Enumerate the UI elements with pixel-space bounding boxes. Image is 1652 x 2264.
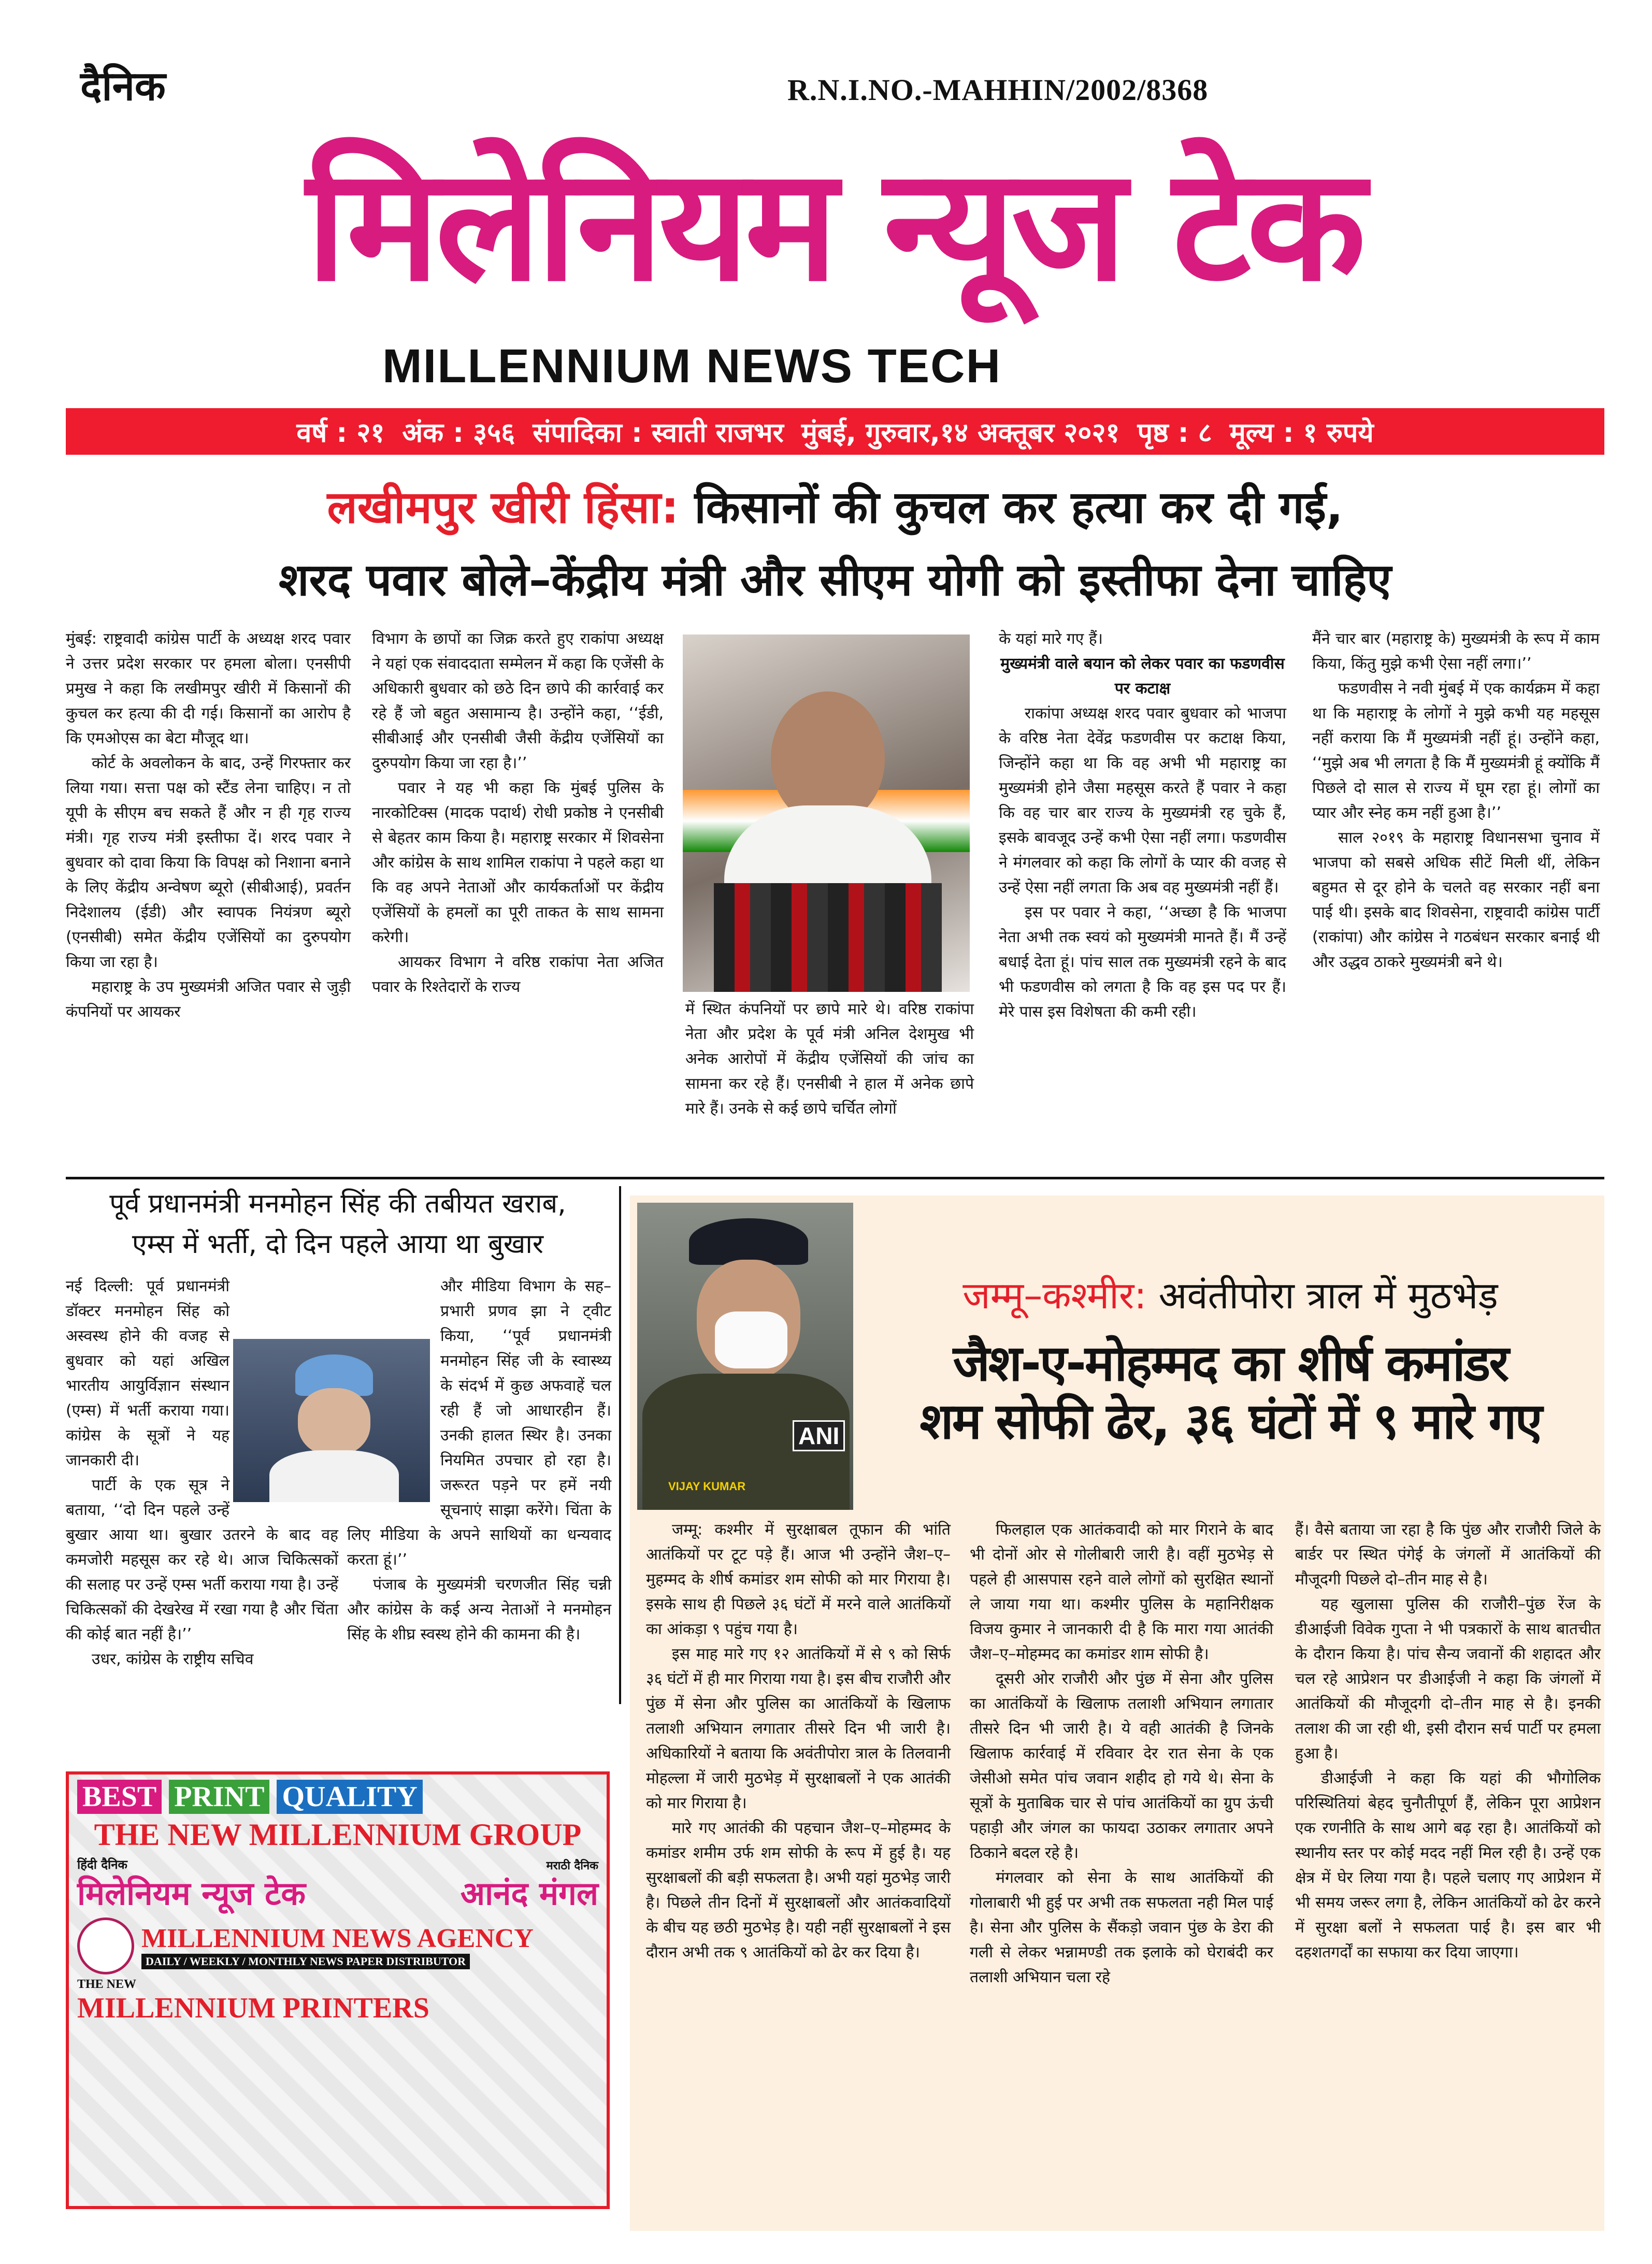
paragraph: विभाग के छापों का जिक्र करते हुए राकांपा अध्यक्ष ने यहां एक संवाददाता सम्मेलन में कहा कि एजेंसी के अधिकारी बुधवार को छठे दिन छापे की कार्रवाई कर रहे हैं जो बहुत असामान्य है। उन्होंने कहा, ‘‘ईडी, सीबीआई और एनसीबी जैसी केंद्रीय एजेंसियों का दुरुपयोग किया जा रहा है।’’ bbox=[372, 630, 664, 772]
ad-print: PRINT bbox=[169, 1780, 269, 1814]
masthead-title: मिलेनियम न्यूज टेक bbox=[306, 135, 1362, 315]
paragraph: साल २०१९ के महाराष्ट्र विधानसभा चुनाव में भाजपा को सबसे अधिक सीटें मिली थीं, लेकिन बहुमत से दूर होने के चलते वह सरकार नहीं बना पाई थी। इसके बाद शिवसेना, राष्ट्रवादी कांग्रेस पार्टी (राकांपा) और कांग्रेस ने गठबंधन सरकार बनाई थी और उद्धव ठाकरे मुख्यमंत्री बने थे। bbox=[1312, 829, 1600, 971]
lead-column-3 bbox=[685, 997, 974, 1121]
clothes bbox=[269, 1450, 399, 1502]
ad-printers: MILLENNIUM PRINTERS bbox=[77, 1992, 429, 2024]
issue-date: मुंबई, गुरुवार,१४ अक्तूबर २०२१ bbox=[801, 417, 1120, 449]
paragraph: हैं। वैसे बताया जा रहा है कि पुंछ और राजौरी जिले के बार्डर पर स्थित पंगेई के जंगलों में आतंकियों की मौजूदगी पिछले दो–तीन माह से है। bbox=[1295, 1521, 1601, 1589]
microphones bbox=[714, 883, 942, 992]
paragraph: कोर्ट के अवलोकन के बाद, उन्हें गिरफ्तार कर लिया गया। सत्ता पक्ष को स्टैंड लेना चाहिए। न तो यूपी के सीएम बच सकते हैं और न ही गृह राज्य मंत्री। गृह राज्य मंत्री इस्तीफा दें। शरद पवार ने बुधवार को दावा किया कि विपक्ष को निशाना बनाने के लिए केंद्रीय अन्वेषण ब्यूरो (सीबीआई), प्रवर्तन निदेशालय (ईडी) और स्वापक नियंत्रण ब्यूरो (एनसीबी) समेत केंद्रीय एजेंसियों का दुरुपयोग किया जा रहा है। bbox=[66, 754, 351, 971]
ad-best: BEST bbox=[77, 1780, 162, 1814]
paragraph: उधर, कांग्रेस के राष्ट्रीय सचिव bbox=[92, 1650, 254, 1668]
section-divider bbox=[66, 1177, 1604, 1179]
kashmir-column-2 bbox=[970, 1518, 1273, 1990]
ani-microphone: ANI bbox=[793, 1420, 845, 1451]
kicker-red: जम्मू–कश्मीर: bbox=[963, 1273, 1147, 1317]
subheading: मुख्यमंत्री वाले बयान को लेकर पवार का फडणवीस पर कटाक्ष bbox=[1000, 655, 1285, 698]
paragraph: और मीडिया विभाग के सह–प्रभारी प्रणव झा ने ट्वीट किया, ‘‘पूर्व प्रधानमंत्री मनमोहन सिंह जी के स्वास्थ्य के संदर्भ में कुछ अफवाहें चल रही हैं जो आधारहीन हैं। उनकी हालत स्थिर है। उनका नियमित उपचार हो रहा है। जरूरत पड़ने पर हमें नयी सूचनाएं साझा करेंगे। चिंता के लिए मीडिया के अपने साथियों का धन्यवाद करता हूं।’’ bbox=[347, 1277, 611, 1569]
face-mask bbox=[715, 1311, 787, 1368]
paragraph: यह खुलासा पुलिस की राजौरी–पुंछ रेंज के डीआईजी विवेक गुप्ता ने भी पत्रकारों के साथ बातचीत के दौरान किया है। पांच सैन्य जवानों की शहादत और चल रहे आप्रेशन पर डीआईजी ने कहा कि जंगलों में आतंकियों की मौजूदगी दो–तीन माह से है। इनकी तलाश की जा रही थी, इसी दौरान सर्च पार्टी पर हमला हुआ है। bbox=[1295, 1595, 1601, 1763]
millennium-group-advertisement bbox=[66, 1771, 610, 2209]
paragraph: इस माह मारे गए १२ आतंकियों में से ९ को सिर्फ ३६ घंटों में ही मार गिराया गया है। इस बीच राजौरी और पुंछ में सेना और पुलिस का आतंकियों के खिलाफ तलाशी अभियान लगातार तीसरे दिन भी जारी है।अधिकारियों ने बताया कि अवंतीपोरा त्राल के तिलवानी मोहल्ला में जारी मुठभेड़ में सुरक्षाबलों ने एक आतंकी को मार गिराया है। bbox=[646, 1645, 951, 1812]
paragraph: मारे गए आतंकी की पहचान जैश–ए–मोहम्मद के कमांडर शमीम उर्फ शम सोफी के रूप में हुई है। यह सुरक्षाबलों की बड़ी सफलता है। अभी यहां मुठभेड़ जारी है। पिछले तीन दिनों में सुरक्षाबलों और आतंकवादियों के बीच यह छठी मुठभेड़ है। यही नहीं सुरक्षाबलों ने इस दौरान अभी तक ९ आतंकियों को ढेर कर दिया है। bbox=[646, 1819, 951, 1962]
masthead-english-title: MILLENNIUM NEWS TECH bbox=[382, 340, 1002, 393]
ad-hindi-paper: मिलेनियम न्यूज टेक bbox=[77, 1874, 306, 1912]
ad-marathi-label: मराठी दैनिक bbox=[546, 1859, 598, 1872]
vijay-kumar-photo bbox=[637, 1203, 853, 1510]
manmohan-singh-photo bbox=[233, 1339, 430, 1502]
paragraph: के यहां मारे गए हैं। bbox=[999, 630, 1103, 648]
kashmir-column-3 bbox=[1295, 1518, 1601, 1965]
paragraph: पार्टी के एक सूत्र ने बताया, ‘‘दो दिन पहले उन्हें बुखार आया था। बुखार उतरने के बाद वह कमजोरी महसूस कर रहे थे। आज चिकित्सकों की सलाह पर उन्हें एम्स भर्ती कराया गया है। उन्हें चिकित्सकों की देखरेख में रखा गया है और चिंता की कोई बात नहीं है।’’ bbox=[66, 1476, 338, 1643]
ad-agency-subtitle: DAILY / WEEKLY / MONTHLY NEWS PAPER DISTRIBUTOR bbox=[141, 1954, 470, 1969]
lead-column-4 bbox=[999, 627, 1286, 1025]
ad-agency-row bbox=[77, 1917, 598, 1974]
lead-headline-line2: शरद पवार बोले–केंद्रीय मंत्री और सीएम योगी को इस्तीफा देना चाहिए bbox=[279, 554, 1391, 606]
editor: संपादिका : स्वाती राजभर bbox=[533, 417, 784, 449]
ad-agency: MILLENNIUM NEWS AGENCY bbox=[141, 1923, 534, 1953]
kashmir-headline-line1: जैश-ए-मोहम्मद का शीर्ष कमांडर bbox=[953, 1334, 1508, 1392]
paragraph: दूसरी ओर राजौरी और पुंछ में सेना और पुलिस का आतंकियों के खिलाफ तलाशी अभियान लगातार तीसरे दिन भी जारी है। ये वही आतंकी है जिनके खिलाफ कार्रवाई में रविवार देर रात सेना के एक जेसीओ समेत पांच जवान शहीद हो गये थे। सेना के सूत्रों के मुताबिक चार से पांच आतंकियों का ग्रुप ऊंची पहाड़ी और जंगल का फायदा उठाकर लगातार अपने ठिकाने बदल रहे है। bbox=[970, 1670, 1273, 1862]
name-tag: VIJAY KUMAR bbox=[668, 1480, 746, 1493]
paragraph: नई दिल्ली: पूर्व प्रधानमंत्री डॉक्टर मनमोहन सिंह को अस्वस्थ होने की वजह से बुधवार को यहां अखिल भारतीय आयुर्विज्ञान संस्थान (एम्स) में भर्ती कराया गया। कांग्रेस के सूत्रों ने यह जानकारी दी। bbox=[66, 1277, 229, 1469]
paragraph: इस पर पवार ने कहा, ‘‘अच्छा है कि भाजपा नेता अभी तक स्वयं को मुख्यमंत्री मानते हैं। मैं उन्हें बधाई देता हूं। पांच साल तक मुख्यमंत्री रहने के बाद भी फडणवीस को लगता है कि वह इस पद पर हैं। मेरे पास इस विशेषता की कमी रही। bbox=[999, 903, 1286, 1021]
paragraph: आयकर विभाग ने वरिष्ठ राकांपा नेता अजित पवार के रिश्तेदारों के राज्य bbox=[372, 953, 664, 996]
rni-number: R.N.I.NO.-MAHHIN/2002/8368 bbox=[787, 73, 1209, 107]
paragraph: राकांपा अध्यक्ष शरद पवार बुधवार को भाजपा के वरिष्ठ नेता देवेंद्र फडणवीस पर कटाक्ष किया, जिन्होंने कहा था कि वह अभी भी महाराष्ट्र का मुख्यमंत्री होने जैसा महसूस करते हैं पवार ने कहा कि वह चार बार राज्य के मुख्यमंत्री रह चुके हैं, इसके बावजूद उन्हें कभी ऐसा नहीं लगा। फडणवीस ने मंगलवार को कहा कि लोगों के प्यार की वजह से उन्हें ऐसा नहीं लगता कि अब वह मुख्यमंत्री नहीं हैं। bbox=[999, 704, 1286, 897]
paragraph: मुंबई: राष्ट्रवादी कांग्रेस पार्टी के अध्यक्ष शरद पवार ने उत्तर प्रदेश सरकार पर हमला बोला। एनसीपी प्रमुख ने कहा कि लखीमपुर खीरी में किसानों की कुचल कर हत्या की दी गई। किसानों का आरोप है कि एमओएस का बेटा मौजूद था। bbox=[66, 630, 351, 747]
ad-tagline-row bbox=[77, 1780, 598, 1814]
face bbox=[298, 1388, 370, 1455]
paragraph: फडणवीस ने नवी मुंबई में एक कार्यक्रम में कहा था कि महाराष्ट्र के लोगों ने मुझे कभी यह महसूस नहीं कराया कि मैं मुख्यमंत्री नहीं हूं। उन्होंने कहा, ‘‘मुझे अब भी लगता है कि मैं मुख्यमंत्री हूं क्योंकि मैं पिछले दो साल से राज्य में घूम रहा हूं। लोगों का प्यार और स्नेह कम नहीं हुआ है।’’ bbox=[1312, 680, 1600, 822]
headline-line: एम्स में भर्ती, दो दिन पहले आया था बुखार bbox=[132, 1229, 544, 1260]
ad-printers-block bbox=[77, 1978, 598, 2025]
kashmir-column-1 bbox=[646, 1518, 951, 1965]
masthead-prefix: दैनिक bbox=[80, 63, 166, 110]
paragraph: फिलहाल एक आतंकवादी को मार गिराने के बाद भी दोनों ओर से गोलीबारी जारी है। वहीं मुठभेड़ से पहले ही आसपास रहने वाले लोगों को सुरक्षित स्थानों ले जाया गया था। कश्मीर पुलिस के महानिरीक्षक विजय कुमार ने जानकारी दी है कि मारा गया आतंकी जैश–ए–मोहम्मद का कमांडर शाम सोफी है। bbox=[970, 1521, 1273, 1663]
issue-number: अंक : ३५६ bbox=[402, 417, 515, 449]
paragraph: पंजाब के मुख्यमंत्री चरणजीत सिंह चन्नी और कांग्रेस के कई अन्य नेताओं ने मनमोहन सिंह के शीघ्र स्वस्थ होने की कामना की है। bbox=[347, 1576, 611, 1643]
kashmir-headline-line2: शम सोफी ढेर, ३६ घंटों में ९ मारे गए bbox=[920, 1392, 1541, 1450]
kashmir-headline-block bbox=[860, 1207, 1601, 1510]
paragraph: महाराष्ट्र के उप मुख्यमंत्री अजित पवार से जुड़ी कंपनियों पर आयकर bbox=[66, 978, 351, 1021]
lead-headline-block bbox=[66, 464, 1604, 624]
ad-hindi-block bbox=[77, 1856, 306, 1914]
issue-info-bar bbox=[66, 408, 1604, 455]
lead-headline-text: किसानों की कुचल कर हत्या कर दी गई, bbox=[679, 482, 1343, 533]
ad-papers-row bbox=[77, 1856, 598, 1914]
ad-printers-prefix: THE NEW bbox=[77, 1978, 137, 1991]
ad-marathi-paper: आनंद मंगल bbox=[460, 1874, 598, 1912]
lead-column-5 bbox=[1312, 627, 1600, 975]
column-divider bbox=[619, 1186, 621, 1704]
kicker-text: अवंतीपोरा त्राल में मुठभेड़ bbox=[1146, 1273, 1498, 1317]
lead-headline-kicker: लखीमपुर खीरी हिंसा: bbox=[327, 482, 679, 533]
paragraph: डीआईजी ने कहा कि यहां की भौगोलिक परिस्थितियां बेहद चुनौतीपूर्ण हैं, लेकिन पूरा आप्रेशन एक रणनीति के साथ आगे बढ़ रहा है। आतंकियों को स्थानीय स्तर पर कोई मदद नहीं मिल रही है। उन्हें एक क्षेत्र में घेर लिया गया है। पहले चलाए गए आप्रेशन में भी समय जरूर लगा है, लेकिन आतंकियों को ढेर करने में सुरक्षा बलों ने सफलता पाई है। इस बार भी दहशतगर्दों का सफाया कर दिया जाएगा। bbox=[1295, 1769, 1601, 1962]
ad-logo-icon bbox=[77, 1917, 134, 1974]
sharad-pawar-photo bbox=[683, 635, 970, 992]
issue-year: वर्ष : २१ bbox=[296, 417, 385, 449]
page-count: पृष्ठ : ८ bbox=[1137, 417, 1212, 449]
paragraph: में स्थित कंपनियों पर छापे मारे थे। वरिष्ठ राकांपा नेता और प्रदेश के पूर्व मंत्री अनिल देशमुख भी अनेक आरोपों में केंद्रीय एजेंसियों की जांच का सामना कर रहे हैं। एनसीबी ने हाल में अनेक छापे मारे हैं। उनके से कई छापे चर्चित लोगों bbox=[685, 1000, 974, 1118]
ad-marathi-block bbox=[461, 1857, 598, 1914]
ad-agency-block bbox=[141, 1923, 534, 1969]
ad-group-name: THE NEW MILLENNIUM GROUP bbox=[94, 1818, 582, 1852]
paragraph: पवार ने यह भी कहा कि मुंबई पुलिस के नारकोटिक्स (मादक पदार्थ) रोधी प्रकोष्ठ ने एनसीबी से बेहतर काम किया है। महाराष्ट्र सरकार में शिवसेना और कांग्रेस के साथ शामिल राकांपा ने पहले कहा था कि वह अपने नेताओं और कार्यकर्ताओं पर केंद्रीय एजेंसियों के हमलों का पूरी ताकत के साथ सामना करेगी। bbox=[372, 779, 664, 946]
lead-column-2 bbox=[372, 627, 664, 1000]
headline-line: पूर्व प्रधानमंत्री मनमोहन सिंह की तबीयत खराब, bbox=[109, 1188, 566, 1219]
manmohan-headline bbox=[66, 1184, 610, 1264]
price: मूल्य : १ रुपये bbox=[1229, 417, 1374, 449]
paragraph: मंगलवार को सेना के साथ आतंकियों की गोलाबारी भी हुई पर अभी तक सफलता नही मिल पाई है। सेना और पुलिस के सैंकड़ो जवान पुंछ के डेरा की गली से लेकर भन्नामण्डी तक इलाके को घेराबंदी कर तलाशी अभियान चला रहे bbox=[970, 1869, 1273, 1986]
ad-quality: QUALITY bbox=[277, 1780, 422, 1814]
police-cap bbox=[689, 1218, 808, 1265]
ad-hindi-label: हिंदी दैनिक bbox=[77, 1857, 127, 1872]
kashmir-kicker bbox=[860, 1267, 1601, 1324]
paragraph: मैंने चार बार (महाराष्ट्र के) मुख्यमंत्री के रूप में काम किया, किंतु मुझे कभी ऐसा नहीं लगा।’’ bbox=[1312, 630, 1600, 673]
lead-headline bbox=[66, 471, 1604, 544]
paragraph: जम्मू: कश्मीर में सुरक्षाबल तूफान की भांति आतंकियों पर टूट पड़े हैं। आज भी उन्होंने जैश–ए–मुहम्मद के शीर्ष कमांडर शम सोफी को मार गिराया है। इसके साथ ही पिछले ३६ घंटों में मरने वाले आतंकियों का आंकड़ा ९ पहुंच गया है। bbox=[646, 1521, 951, 1638]
lead-column-1 bbox=[66, 627, 351, 1025]
